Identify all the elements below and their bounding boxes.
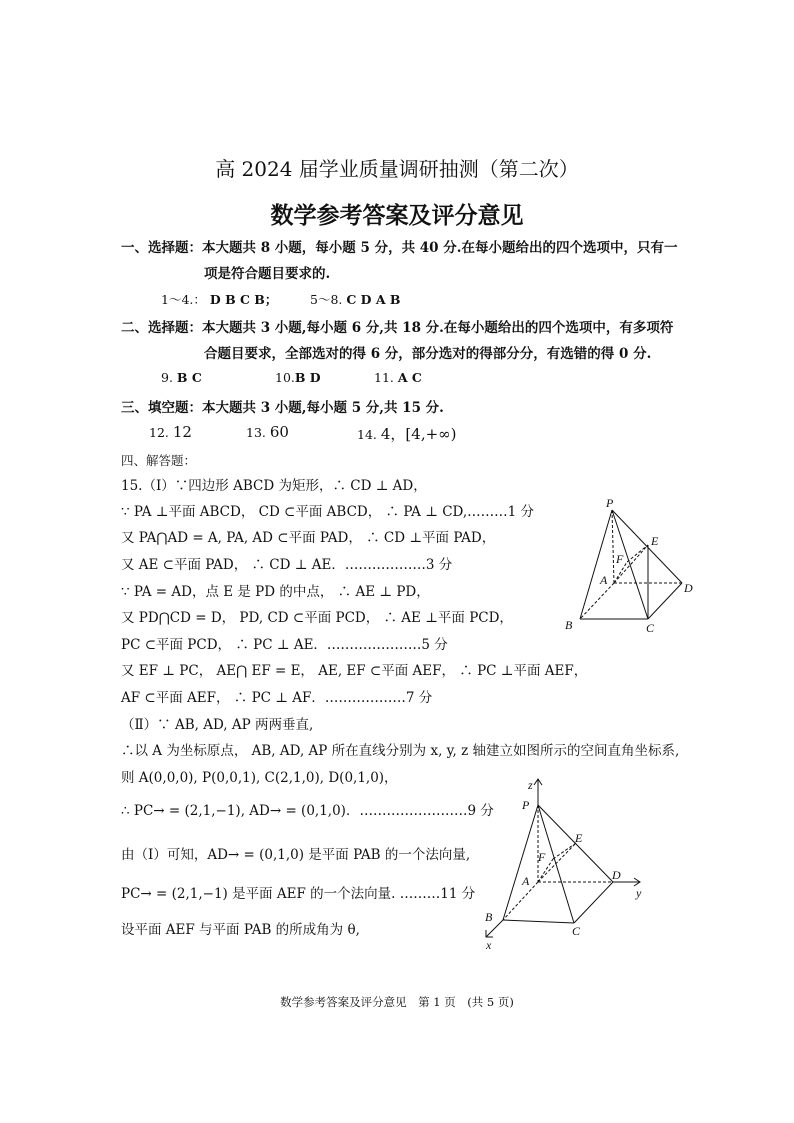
q14-answer: 4，[4,+∞) — [380, 425, 457, 443]
solution-line-7: PC ⊂平面 PCD， ∴ PC ⊥ AE．…………………5 分 — [121, 637, 448, 653]
fig2-label-E: E — [575, 831, 583, 845]
solution-line-3: 又 PA⋂AD = A, PA, AD ⊂平面 PAD， ∴ CD ⊥平面 PAD， — [121, 530, 496, 546]
solution-line-8: 又 EF ⊥ PC， AE⋂ EF = E， AE, EF ⊂平面 AEF， ∴ PC ⊥平面 AEF， — [121, 663, 588, 679]
solution-line-16: 设平面 AEF 与平面 PAB 的所成角为 θ, — [121, 922, 360, 938]
solution-line-9: AF ⊂平面 AEF， ∴ PC ⊥ AF．………………7 分 — [121, 690, 433, 706]
solution-line-12: 则 A(0,0,0), P(0,0,1), C(2,1,0), D(0,1,0)， — [121, 770, 398, 786]
fig1-label-F: F — [616, 552, 624, 566]
section2-desc2: 合题目要求，全部选对的得 6 分，部分选对的得部分分，有选错的得 0 分. — [204, 346, 652, 362]
fig1-label-A: A — [600, 573, 608, 587]
q13-answer: 60 — [269, 423, 289, 441]
q11-number: 11. — [374, 370, 394, 385]
q12-number: 12. — [149, 425, 169, 440]
section1-answers-2 — [310, 290, 400, 308]
q11-answer: A C — [397, 370, 422, 385]
fig1-label-P: P — [606, 496, 614, 510]
fig2-label-C: C — [572, 924, 581, 938]
answers2: C D A B — [346, 292, 401, 307]
document-subtitle: 数学参考答案及评分意见 — [270, 202, 524, 229]
section1-desc2: 项是符合题目要求的. — [204, 266, 331, 282]
fig2-label-B: B — [485, 910, 493, 924]
section3-heading — [121, 396, 444, 416]
answer-13 — [246, 423, 289, 441]
section1-answers — [161, 290, 277, 308]
solution-line-10: （Ⅱ）∵ AB, AD, AP 两两垂直, — [121, 717, 314, 733]
q9-number: 9. — [161, 370, 173, 385]
section1-heading — [121, 236, 677, 256]
q12-answer: 12 — [172, 423, 192, 441]
section1-desc1: 本大题共 8 小题，每小题 5 分，共 40 分.在每小题给出的四个选项中，只有一 — [202, 240, 678, 256]
q9-answer: B C — [176, 370, 202, 385]
range1: 1～4.： — [161, 292, 206, 307]
section2-heading — [121, 316, 673, 336]
coordinate-figure — [478, 775, 658, 955]
solution-line-4: 又 AE ⊂平面 PAD， ∴ CD ⊥ AE．………………3 分 — [121, 557, 453, 573]
solution-line-6: 又 PD⋂CD = D， PD, CD ⊂平面 PCD， ∴ AE ⊥平面 PCD， — [121, 610, 513, 626]
section2-desc1: 本大题共 3 小题,每小题 6 分,共 18 分.在每小题给出的四个选项中，有多项符 — [202, 320, 674, 336]
section4-heading: 四、解答题： — [121, 453, 197, 468]
fig2-label-D: D — [612, 868, 621, 882]
section1-label: 一、选择题： — [121, 240, 202, 256]
solution-line-14: 由（Ⅰ）可知，AD→ = (0,1,0) 是平面 PAB 的一个法向量, — [121, 847, 471, 863]
pyramid-figure — [560, 495, 700, 640]
fig2-label-z: z — [528, 778, 533, 792]
solution-line-11: ∴以 A 为坐标原点， AB, AD, AP 所在直线分别为 x, y, z 轴建立如图所示的空间直角坐标系, — [121, 743, 680, 759]
solution-line-13: ∴ PC→ = (2,1,−1), AD→ = (0,1,0)．……………………9 分 — [121, 803, 494, 819]
fig1-label-E: E — [651, 534, 659, 548]
q10-answer: B D — [294, 370, 321, 385]
document-title: 高 2024 届学业质量调研抽测（第二次） — [215, 157, 579, 181]
fig2-label-P: P — [522, 798, 530, 812]
answer-14 — [357, 423, 457, 444]
answer-11 — [374, 370, 422, 385]
section2-label: 二、选择题： — [121, 320, 202, 336]
page-footer: 数学参考答案及评分意见 第 1 页 (共 5 页) — [280, 995, 514, 1009]
answer-12 — [149, 423, 192, 441]
answer-9 — [161, 370, 202, 385]
solution-line-15: PC→ = (2,1,−1) 是平面 AEF 的一个法向量. ………11 分 — [121, 886, 476, 902]
solution-line-1: 15.（Ⅰ）∵四边形 ABCD 为矩形，∴ CD ⊥ AD， — [121, 478, 427, 494]
fig1-label-B: B — [565, 618, 573, 632]
answers1: D B C B； — [209, 292, 278, 307]
q13-number: 13. — [246, 425, 266, 440]
section3-desc: 本大题共 3 小题,每小题 5 分,共 15 分. — [202, 400, 444, 416]
fig1-label-D: D — [684, 581, 693, 595]
fig1-label-C: C — [646, 621, 655, 635]
fig2-label-x: x — [486, 938, 492, 952]
solution-line-5: ∵ PA = AD，点 E 是 PD 的中点， ∴ AE ⊥ PD， — [121, 584, 430, 600]
section3-label: 三、填空题： — [121, 400, 202, 416]
fig2-label-y: y — [636, 886, 642, 900]
answer-10 — [275, 370, 321, 385]
solution-line-2: ∵ PA ⊥平面 ABCD， CD ⊂平面 ABCD， ∴ PA ⊥ CD,………1 分 — [121, 504, 535, 520]
fig2-label-F: F — [538, 850, 546, 864]
q14-number: 14. — [357, 427, 377, 442]
range2: 5～8. — [310, 292, 343, 307]
q10-number: 10. — [275, 370, 295, 385]
fig2-label-A: A — [522, 874, 530, 888]
